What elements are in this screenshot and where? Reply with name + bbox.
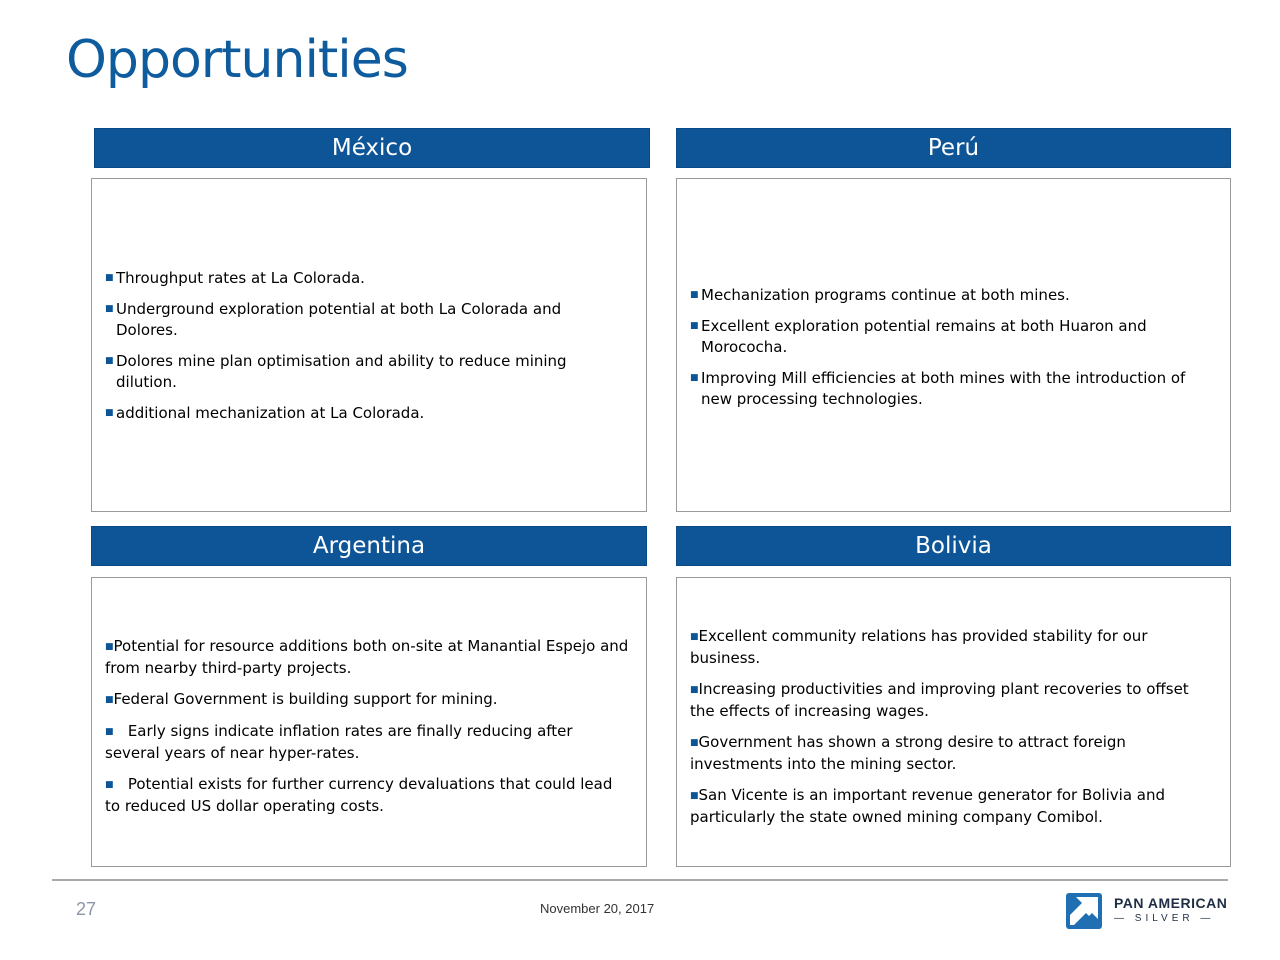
bullet-icon: ■ (690, 321, 699, 331)
bullet-text: additional mechanization at La Colorada. (116, 404, 425, 422)
list-item (105, 268, 585, 289)
list-item (690, 732, 1210, 775)
bullet-text: Underground exploration potential at both La Colorada and Dolores. (116, 300, 562, 339)
section-header-label: Bolivia (915, 533, 992, 559)
bullet-icon: ■ (105, 727, 114, 737)
bullet-text: San Vicente is an important revenue generator for Bolivia and particularly the state owned mining company Comibol. (690, 786, 1165, 826)
list-item (105, 774, 630, 817)
section-panel-peru (676, 178, 1231, 512)
bullet-icon: ■ (105, 273, 114, 283)
bullet-list (105, 268, 585, 434)
bullet-icon: ■ (105, 695, 114, 705)
bullet-text: Excellent community relations has provided stability for our business. (690, 627, 1148, 667)
section-header-peru (676, 128, 1231, 168)
list-item (690, 316, 1210, 358)
bullet-text: Mechanization programs continue at both mines. (701, 286, 1070, 304)
bullet-text: Dolores mine plan optimisation and ability to reduce mining dilution. (116, 352, 567, 391)
section-panel-bolivia (676, 577, 1231, 867)
bullet-icon: ■ (690, 738, 699, 748)
list-item (105, 403, 585, 424)
list-item (105, 721, 630, 764)
bullet-icon: ■ (105, 408, 114, 418)
section-header-mexico (94, 128, 650, 168)
bullet-icon: ■ (105, 304, 114, 314)
bullet-icon: ■ (690, 290, 699, 300)
bullet-list (690, 285, 1210, 420)
section-header-bolivia (676, 526, 1231, 566)
bullet-icon: ■ (690, 685, 699, 695)
list-item (105, 351, 585, 393)
bullet-icon: ■ (105, 642, 114, 652)
list-item (690, 626, 1210, 669)
bullet-text: Throughput rates at La Colorada. (116, 269, 365, 287)
bullet-text: Potential exists for further currency devaluations that could lead to reduced US dollar operating costs. (105, 775, 613, 815)
bullet-icon: ■ (690, 632, 699, 642)
page-number: 27 (76, 899, 97, 919)
bullet-icon: ■ (690, 373, 699, 383)
bullet-icon: ■ (105, 780, 114, 790)
bullet-text: Increasing productivities and improving plant recoveries to offset the effects of increasing wages. (690, 680, 1189, 720)
section-header-label: México (331, 135, 413, 161)
footer-divider (52, 879, 1228, 881)
list-item (690, 785, 1210, 828)
section-panel-mexico (91, 178, 647, 512)
bullet-text: Improving Mill efficiencies at both mines with the introduction of new processing technologies. (701, 369, 1186, 408)
bullet-text: Early signs indicate inflation rates are finally reducing after several years of near hyper-rates. (105, 722, 573, 762)
company-logo (1066, 893, 1234, 931)
logo-wordmark: PAN AMERICAN (1114, 895, 1228, 911)
section-header-argentina (91, 526, 647, 566)
page-title: Opportunities (66, 30, 408, 90)
section-header-label: Perú (927, 135, 980, 161)
bullet-text: Federal Government is building support for mining. (113, 690, 498, 708)
footer-date: November 20, 2017 (540, 901, 655, 916)
list-item (105, 636, 630, 679)
section-header-label: Argentina (312, 533, 426, 559)
bullet-text: Excellent exploration potential remains at both Huaron and Morococha. (701, 317, 1147, 356)
bullet-icon: ■ (105, 356, 114, 366)
bullet-list (105, 636, 630, 827)
list-item (105, 689, 630, 711)
logo-mark-icon (1066, 893, 1102, 929)
list-item (690, 285, 1210, 306)
logo-subtitle: — SILVER — (1114, 913, 1215, 924)
bullet-icon: ■ (690, 791, 699, 801)
bullet-text: Potential for resource additions both on-site at Manantial Espejo and from nearby third-party projects. (105, 637, 629, 677)
list-item (105, 299, 585, 341)
list-item (690, 368, 1210, 410)
list-item (690, 679, 1210, 722)
section-panel-argentina (91, 577, 647, 867)
bullet-list (690, 626, 1210, 838)
bullet-text: Government has shown a strong desire to attract foreign investments into the mining sector. (690, 733, 1126, 773)
